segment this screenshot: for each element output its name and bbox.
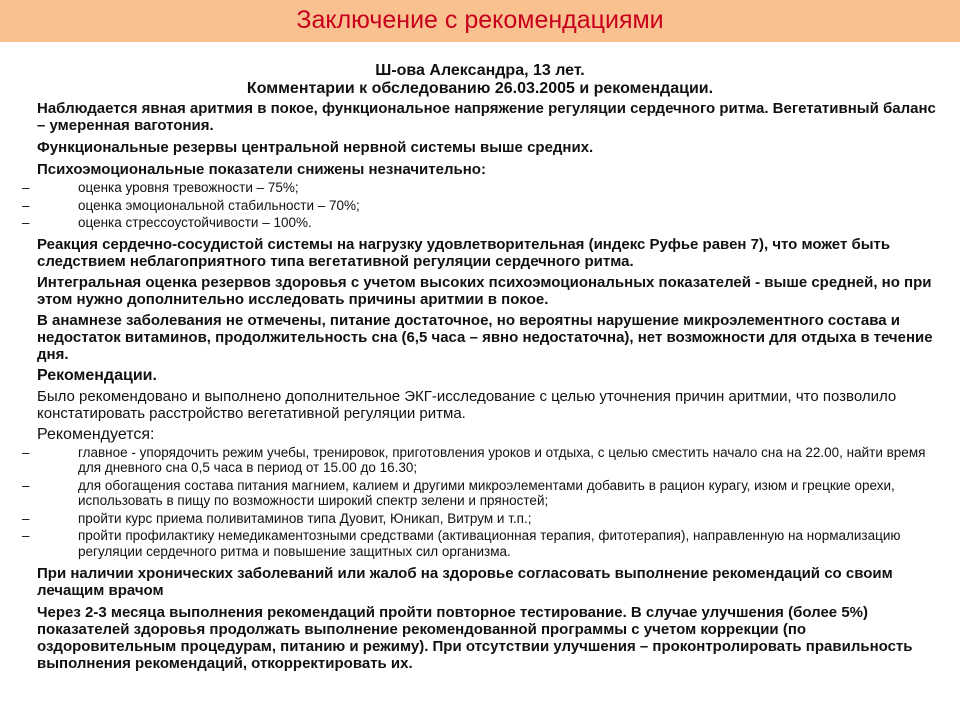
dash-marker: – <box>22 215 30 230</box>
report-subheading: Комментарии к обследованию 26.03.2005 и рекомендации. <box>246 80 714 97</box>
paragraph-ecg: Было рекомендовано и выполнено дополнительное ЭКГ-исследование с целью уточнения причин аритмии, что позволило констатировать расстройство вегетативной регуляции ритма. <box>37 387 897 422</box>
paragraph-cns-reserves: Функциональные резервы центральной нервной системы выше средних. <box>37 139 594 156</box>
list-item-daily-regime <box>22 444 930 476</box>
paragraph-integral-assessment: Интегральная оценка резервов здоровья с учетом высоких психоэмоциональных показателей - выше средней, но при этом нужно дополнительно исследовать причины аритмии в покое. <box>37 273 932 308</box>
report-content <box>0 62 960 672</box>
list-item-text: оценка уровня тревожности – 75%; <box>78 180 299 195</box>
list-item-text: пройти профилактику немедикаментозными средствами (активационная терапия, фитотерапия), направленную на нормализацию регуляции сердечного ритма и повышение защитных сил организма. <box>78 528 901 559</box>
list-item-prophylaxis <box>22 528 930 559</box>
dash-marker: – <box>22 197 30 213</box>
list-item-nutrition <box>22 477 930 509</box>
dash-marker: – <box>22 528 30 543</box>
paragraph-arrhythmia: Наблюдается явная аритмия в покое, функциональное напряжение регуляции сердечного ритма. Вегетативный баланс – умеренная ваготония. <box>37 100 936 134</box>
list-item-stress-resistance <box>22 215 930 231</box>
list-item-emotional-stability <box>22 197 930 214</box>
paragraph-anamnesis: В анамнезе заболевания не отмечены, питание достаточное, но вероятны нарушение микроэлементного состава и недостаток витаминов, продолжительность сна (6,5 часа – явно недостаточна), нет возможности для отдыха в течение дня. <box>37 311 933 363</box>
dash-marker: – <box>22 180 30 195</box>
list-item-text: оценка стрессоустойчивости – 100%. <box>78 215 312 230</box>
list-item-vitamins <box>22 510 930 527</box>
recommended-heading: Рекомендуется: <box>37 425 155 443</box>
dash-marker: – <box>22 444 30 460</box>
paragraph-cardio-reaction: Реакция сердечно-сосудистой системы на нагрузку удовлетворительная (индекс Руфье равен 7), что может быть следствием неблагоприятного типа вегетативной регуляции сердечного ритма. <box>37 235 891 270</box>
dash-marker: – <box>22 477 30 493</box>
paragraph-consult-doctor: При наличии хронических заболеваний или жалоб на здоровье согласовать выполнение рекомендаций со своим лечащим врачом <box>37 565 893 599</box>
paragraph-psycho-indicators: Психоэмоциональные показатели снижены незначительно: <box>37 161 486 178</box>
list-item-text: пройти курс приема поливитаминов типа Дуовит, Юникап, Витрум и т.п.; <box>78 510 532 526</box>
patient-heading: Ш-ова Александра, 13 лет. <box>375 62 585 79</box>
slide-title: Заключение с рекомендациями <box>296 6 664 34</box>
list-item-text: оценка эмоциональной стабильности – 70%; <box>78 197 360 213</box>
list-item-text: для обогащения состава питания магнием, калием и другими микроэлементами добавить в рацион курагу, изюм и грецкие орехи, использовать в пищу по возможности широкий спектр зелени и пряностей; <box>78 477 895 508</box>
list-item-anxiety <box>22 180 930 196</box>
recommendations-heading: Рекомендации. <box>37 366 157 384</box>
title-bar <box>0 0 960 42</box>
paragraph-retest: Через 2-3 месяца выполнения рекомендаций пройти повторное тестирование. В случае улучшения (более 5%) показателей здоровья продолжать выполнение рекомендованной программы с учетом коррекции (по оздоровительным процедурам, питанию и режиму). При отсутствии улучшения – проконтролировать правильность выполнения рекомендаций, откорректировать их. <box>37 604 913 672</box>
dash-marker: – <box>22 510 30 526</box>
list-item-text: главное - упорядочить режим учебы, тренировок, приготовления уроков и отдыха, с целью сместить начало сна на 22.00, найти время для дневного сна 0,5 часа в период от 15.00 до 16.30; <box>78 444 926 475</box>
